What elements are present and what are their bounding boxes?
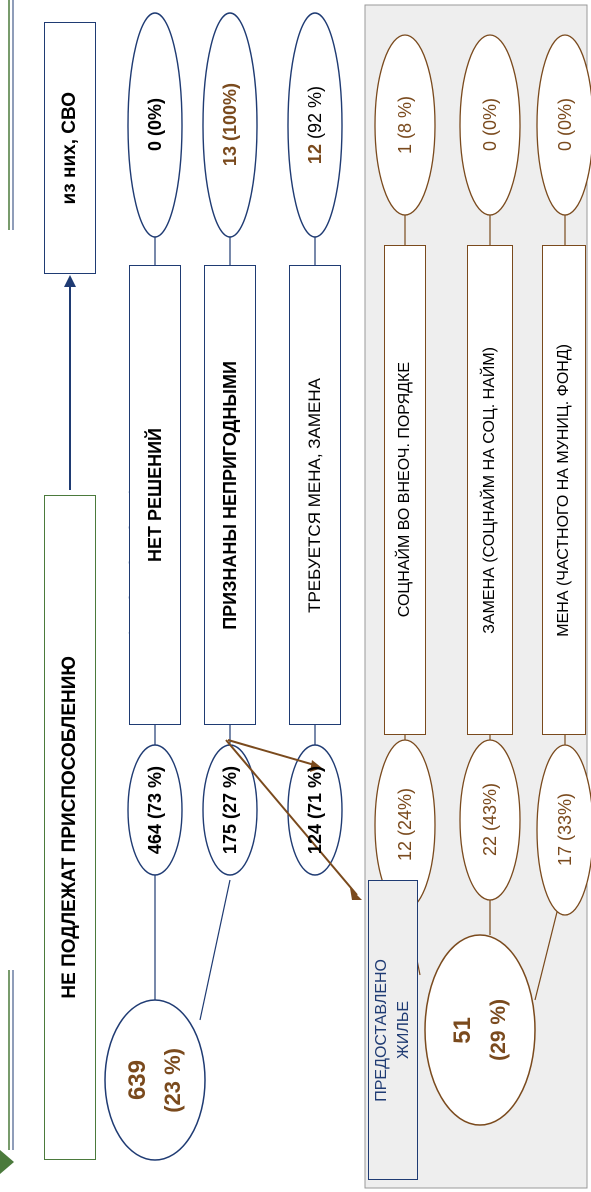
prov-label: СОЦНАЙМ ВО ВНЕОЧ. ПОРЯДКЕ <box>396 362 413 618</box>
provided-label-line1: ПРЕДОСТАВЛЕНО <box>373 958 390 1102</box>
svo-header-box <box>44 22 96 274</box>
prov-value-1 <box>375 740 435 910</box>
prov-svo-3 <box>537 35 591 215</box>
cat-label: ТРЕБУЕТСЯ МЕНА, ЗАМЕНА <box>305 377 324 613</box>
prov-label-box-3 <box>542 245 586 735</box>
cat-value-1 <box>128 745 182 875</box>
prov-svo-text: 0 (0%) <box>479 98 500 152</box>
svo-value-bold: 12 <box>304 144 325 165</box>
root-count: 639 <box>124 1059 151 1101</box>
provided-count: 51 <box>449 1016 476 1044</box>
prov-value-2 <box>460 740 520 900</box>
provided-label-box <box>368 880 418 1180</box>
cat-value-3 <box>288 745 342 875</box>
svo-value-text: 13 (100%) <box>219 83 240 167</box>
prov-label-box-1 <box>384 245 426 735</box>
prov-svo-text: 1 (8 %) <box>394 95 415 155</box>
svo-value-text <box>305 86 326 164</box>
prov-label: МЕНА (ЧАСТНОГО НА МУНИЦ. ФОНД) <box>555 343 572 637</box>
cat-value-2 <box>203 745 257 875</box>
prov-value-text: 22 (43%) <box>479 783 500 857</box>
cat-label: ПРИЗНАНЫ НЕПРИГОДНЫМИ <box>219 360 240 630</box>
cat-label-box-1 <box>129 265 181 725</box>
prov-label: ЗАМЕНА (СОЦНАЙМ НА СОЦ. НАЙМ) <box>481 346 498 634</box>
cat-value-text: 124 (71 %) <box>304 765 325 855</box>
provided-pct: (29 %) <box>487 999 510 1061</box>
cat-value-text: 464 (73 %) <box>144 765 165 855</box>
header-title-box <box>44 495 96 1160</box>
cat-value-text: 175 (27 %) <box>219 765 240 855</box>
prov-value-text: 12 (24%) <box>394 788 415 862</box>
svo-value-3 <box>288 13 342 237</box>
corner-arrow-icon <box>0 1150 14 1174</box>
arrow-head-icon <box>64 275 76 287</box>
arrow-head-icon <box>350 888 362 900</box>
root-pct: (23 %) <box>160 1047 185 1113</box>
svo-value-2 <box>203 13 257 237</box>
prov-label-box-2 <box>467 245 513 735</box>
cat-label-box-2 <box>204 265 256 725</box>
header-title: НЕ ПОДЛЕЖАТ ПРИСПОСОБЛЕНИЮ <box>59 656 80 999</box>
svo-value-rest: (92 %) <box>304 85 325 144</box>
connector <box>200 880 230 1020</box>
svo-value-1 <box>128 13 182 237</box>
cat-label: НЕТ РЕШЕНИЙ <box>144 428 165 562</box>
prov-svo-1 <box>375 35 435 215</box>
prov-value-3 <box>537 745 591 915</box>
provided-label-line2: ЖИЛЬЕ <box>395 1001 412 1059</box>
prov-value-text: 17 (33%) <box>554 793 575 867</box>
svo-value-text: 0 (0%) <box>144 98 165 152</box>
svo-header-label: из них, СВО <box>59 91 80 205</box>
provided-text <box>425 935 535 1125</box>
cat-label-box-3 <box>289 265 341 725</box>
prov-svo-2 <box>460 35 520 215</box>
root-text <box>105 1000 205 1160</box>
prov-svo-text: 0 (0%) <box>554 98 575 152</box>
